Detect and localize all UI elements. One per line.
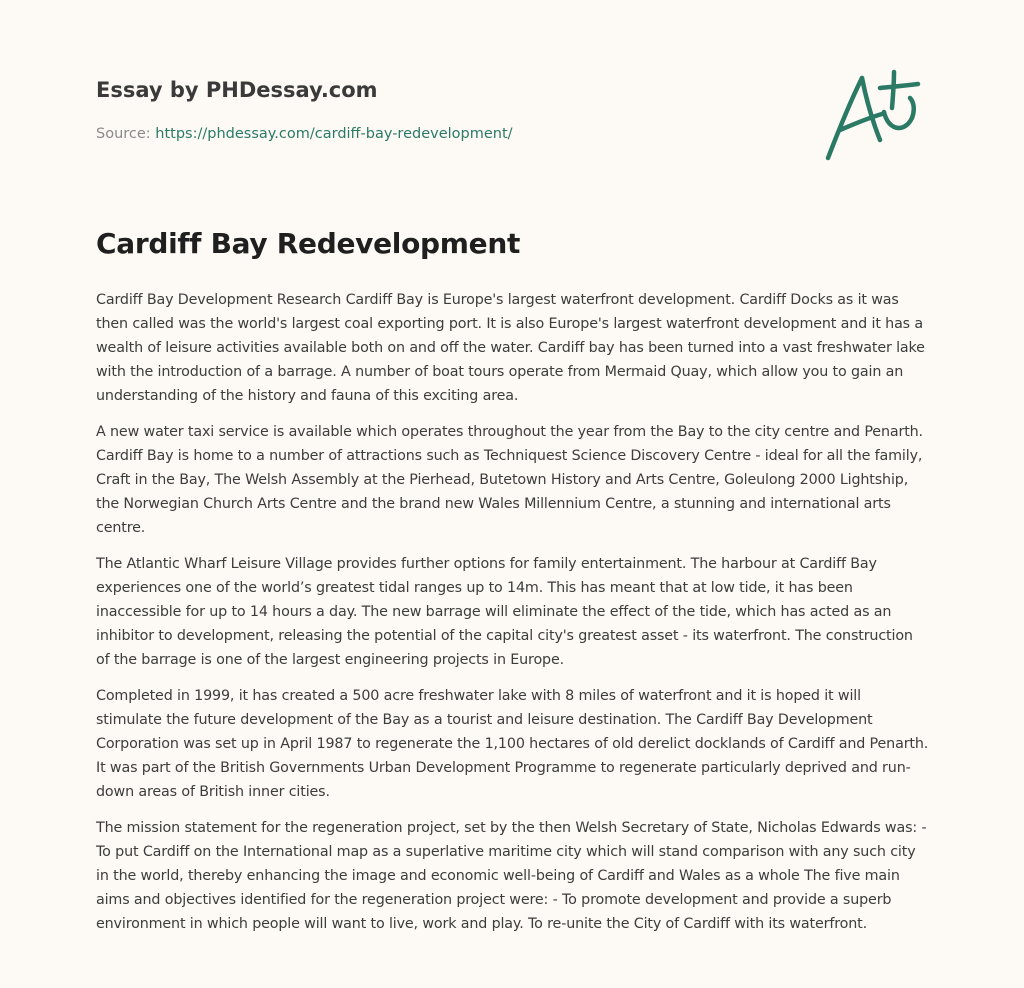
source-line — [96, 124, 796, 144]
article-paragraph: A new water taxi service is available which operates throughout the year from the Bay to the city centre and Penarth. Cardiff Bay is home to a number of attractions such as Techniquest Science Discovery Centre - ideal for all the family, Craft in the Bay, The Welsh Assembly at the Pierhead, Butetown History and Arts Centre, Goleulong 2000 Lightship, the Norwegian Church Arts Centre and the brand new Wales Millennium Centre, a stunning and international arts centre. — [96, 424, 923, 536]
article-title: Cardiff Bay Redevelopment — [96, 227, 521, 260]
source-link[interactable]: https://phdessay.com/cardiff-bay-redevelopment/ — [155, 126, 513, 142]
source-label: Source: — [96, 126, 156, 142]
a-plus-logo-icon — [822, 68, 926, 164]
site-title: Essay by PHDessay.com — [96, 78, 378, 102]
article-paragraph: Cardiff Bay Development Research Cardiff Bay is Europe's largest waterfront development. Cardiff Docks as it was then called was the world's largest coal exporting port. It is also Europe's largest waterfront development and it has a wealth of leisure activities available both on and off the water. Cardiff bay has been turned into a vast freshwater lake with the introduction of a barrage. A number of boat tours operate from Mermaid Quay, which allow you to gain an understanding of the history and fauna of this exciting area. — [96, 292, 925, 404]
article-paragraph: Completed in 1999, it has created a 500 acre freshwater lake with 8 miles of waterfront and it is hoped it will stimulate the future development of the Bay as a tourist and leisure destination. The Cardiff Bay Development Corporation was set up in April 1987 to regenerate the 1,100 hectares of old derelict docklands of Cardiff and Penarth. It was part of the British Governments Urban Development Programme to regenerate particularly deprived and run-down areas of British inner cities. — [96, 688, 929, 800]
article — [96, 224, 930, 948]
article-paragraph: The Atlantic Wharf Leisure Village provides further options for family entertainment. The harbour at Cardiff Bay experiences one of the world’s greatest tidal ranges up to 14m. This has meant that at low tide, it has been inaccessible for up to 14 hours a day. The new barrage will eliminate the effect of the tide, which has acted as an inhibitor to development, releasing the potential of the capital city's greatest asset - its waterfront. The construction of the barrage is one of the largest engineering projects in Europe. — [96, 556, 913, 668]
page-header — [96, 76, 796, 144]
article-paragraph: The mission statement for the regeneration project, set by the then Welsh Secretary of State, Nicholas Edwards was: - To put Cardiff on the International map as a superlative maritime city which will stand comparison with any such city in the world, thereby enhancing the image and economic well-being of Cardiff and Wales as a whole The five main aims and objectives identified for the regeneration project were: - To promote development and provide a superb environment in which people will want to live, work and play. To re-unite the City of Cardiff with its waterfront. — [96, 820, 927, 932]
